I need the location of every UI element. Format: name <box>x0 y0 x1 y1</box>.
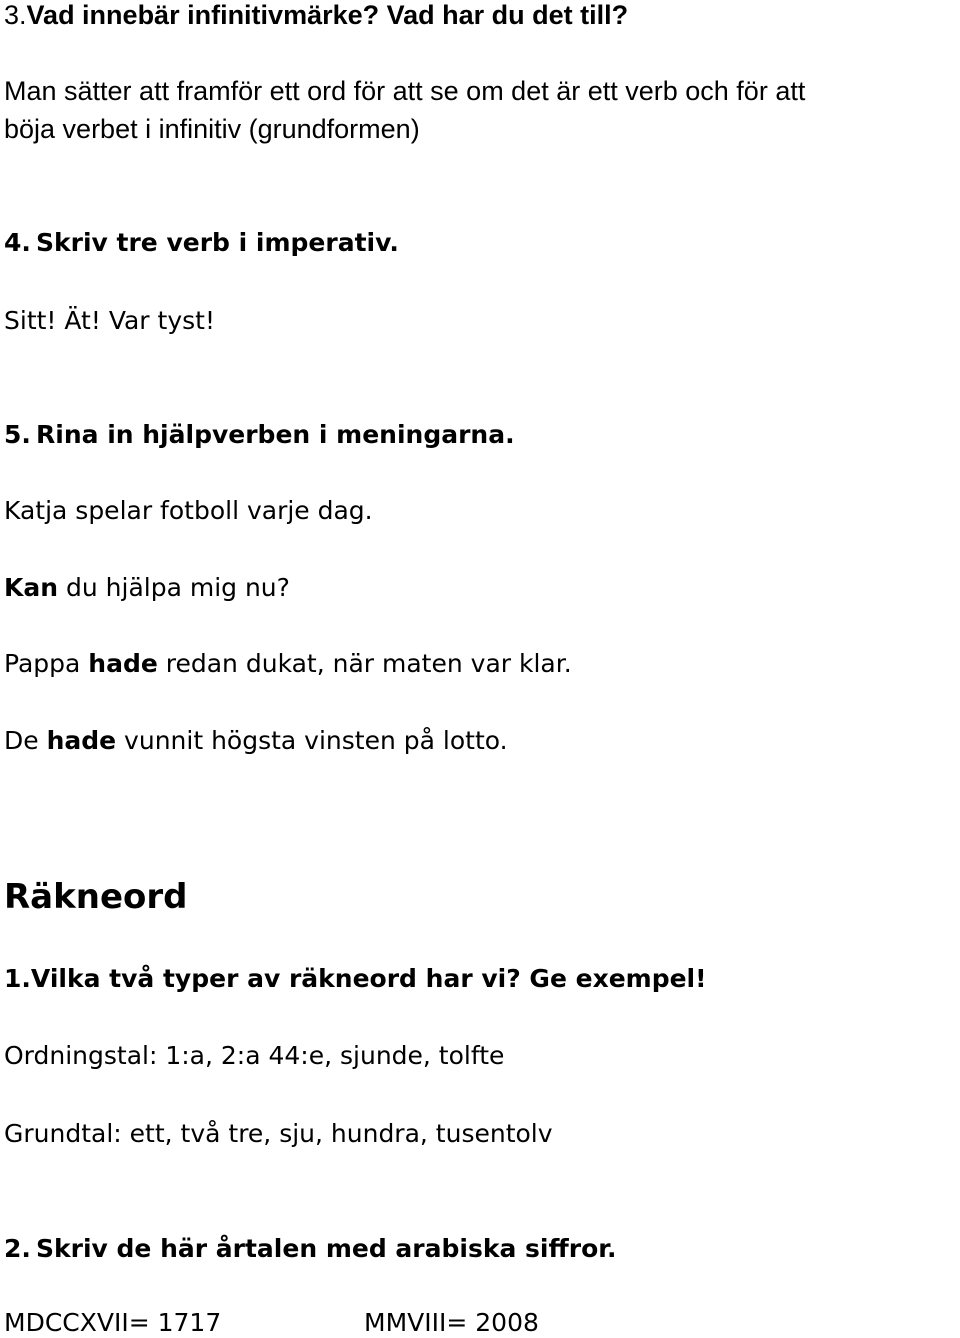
question-3 <box>4 2 628 29</box>
year-answers <box>4 1310 944 1335</box>
count-question-2-text: Skriv de här årtalen med arabiska siffror. <box>36 1234 617 1263</box>
sentence-4 <box>4 728 508 753</box>
question-4-number: 4. <box>4 228 31 257</box>
year-answer-1: MDCCXVII= 1717 <box>4 1308 222 1337</box>
question-4 <box>4 230 399 255</box>
sentence-3 <box>4 651 572 676</box>
question-5 <box>4 422 515 447</box>
count-question-2 <box>4 1236 617 1261</box>
count-question-1-text: Vilka två typer av räkneord har vi? Ge exempel! <box>30 964 707 993</box>
year-answer-2: MMVIII= 2008 <box>364 1308 539 1337</box>
sentence-3-pre: Pappa <box>4 649 89 678</box>
sentence-4-helper-verb: hade <box>46 726 117 755</box>
sentence-2 <box>4 575 290 600</box>
question-5-number: 5. <box>4 420 31 449</box>
count-question-1-number: 1. <box>4 964 31 993</box>
count-question-1 <box>4 966 707 991</box>
section-heading: Räkneord <box>4 877 188 917</box>
question-4-text: Skriv tre verb i imperativ. <box>36 228 399 257</box>
answer-4: Sitt! Ät! Var tyst! <box>4 306 215 335</box>
sentence-4-rest: vunnit högsta vinsten på lotto. <box>116 726 508 755</box>
question-5-text: Rina in hjälpverben i meningarna. <box>36 420 515 449</box>
sentence-2-helper-verb: Kan <box>4 573 59 602</box>
answer-3-line-2: böja verbet i infinitiv (grundformen) <box>4 114 420 144</box>
sentence-1: Katja spelar fotboll varje dag. <box>4 496 373 525</box>
sentence-3-helper-verb: hade <box>88 649 158 678</box>
sentence-3-rest: redan dukat, när maten var klar. <box>157 649 572 678</box>
sentence-4-pre: De <box>4 726 47 755</box>
count-question-2-number: 2. <box>4 1234 31 1263</box>
count-answer-2: Grundtal: ett, två tre, sju, hundra, tusentolv <box>4 1119 553 1148</box>
question-3-text: Vad innebär infinitivmärke? Vad har du det till? <box>26 0 629 30</box>
sentence-2-rest: du hjälpa mig nu? <box>58 573 290 602</box>
answer-3-line-1: Man sätter att framför ett ord för att se om det är ett verb och för att <box>4 76 806 106</box>
question-3-number: 3. <box>4 0 27 30</box>
count-answer-1: Ordningstal: 1:a, 2:a 44:e, sjunde, tolfte <box>4 1041 505 1070</box>
